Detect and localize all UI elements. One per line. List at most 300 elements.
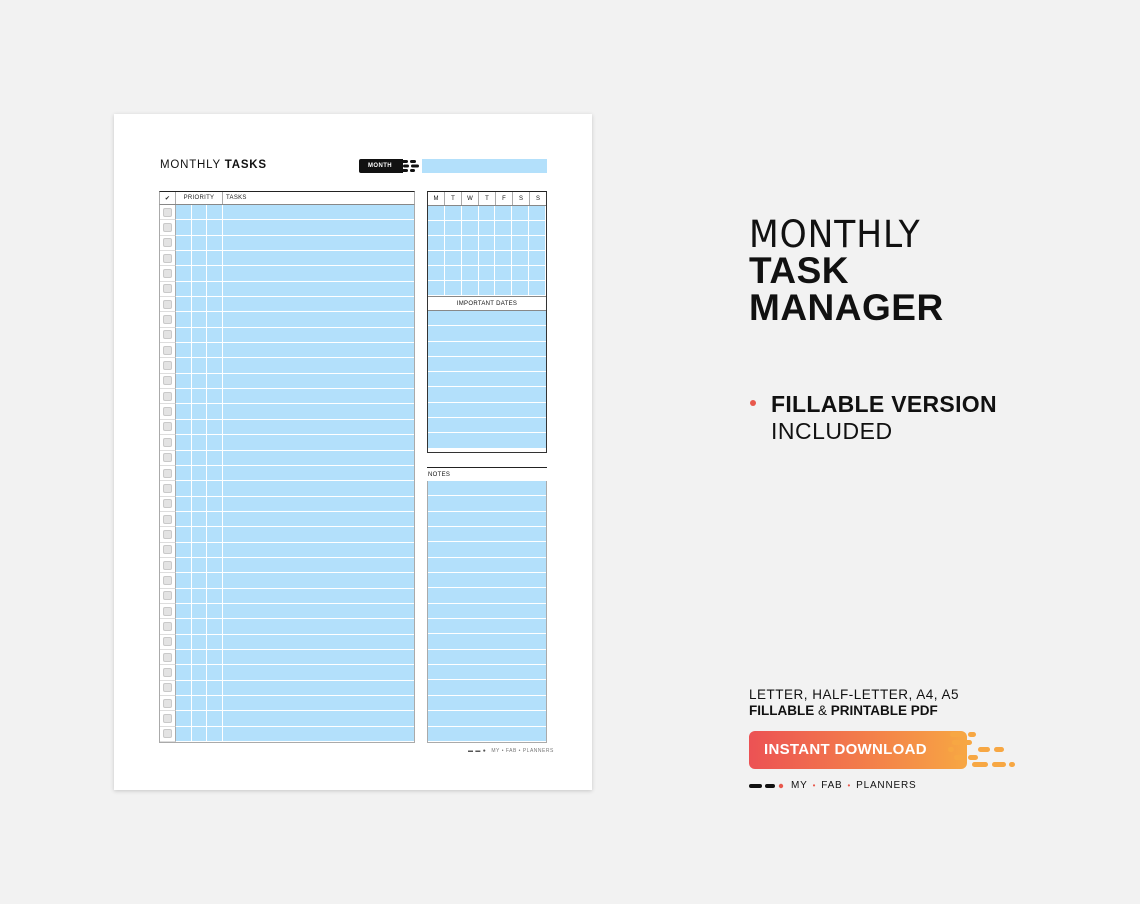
pdf-type-text [749, 703, 938, 718]
task-input-field[interactable] [223, 589, 414, 604]
task-checkbox[interactable] [160, 711, 176, 726]
task-checkbox[interactable] [160, 466, 176, 481]
task-input-field[interactable] [223, 220, 414, 235]
tasks-column-header: TASKS [226, 195, 247, 201]
priority-field[interactable] [207, 543, 223, 558]
important-date-line[interactable] [428, 387, 546, 402]
priority-field[interactable] [176, 282, 192, 297]
priority-field[interactable] [176, 404, 192, 419]
important-date-line[interactable] [428, 342, 546, 357]
task-input-field[interactable] [223, 358, 414, 373]
calendar-day-cell[interactable] [529, 266, 546, 281]
priority-field[interactable] [192, 358, 208, 373]
notes-line[interactable] [428, 481, 546, 496]
priority-field[interactable] [192, 497, 208, 512]
task-checkbox[interactable] [160, 266, 176, 281]
checkbox-icon [163, 422, 172, 431]
notes-line[interactable] [428, 634, 546, 649]
priority-field[interactable] [192, 435, 208, 450]
task-checkbox[interactable] [160, 650, 176, 665]
calendar-day-cell[interactable] [495, 221, 512, 236]
priority-field[interactable] [176, 681, 192, 696]
task-checkbox[interactable] [160, 543, 176, 558]
task-checkbox[interactable] [160, 328, 176, 343]
task-input-field[interactable] [223, 312, 414, 327]
notes-line[interactable] [428, 588, 546, 603]
priority-field[interactable] [207, 711, 223, 726]
task-checkbox[interactable] [160, 512, 176, 527]
priority-field[interactable] [176, 205, 192, 220]
task-checkbox[interactable] [160, 481, 176, 496]
task-input-field[interactable] [223, 543, 414, 558]
task-input-field[interactable] [223, 435, 414, 450]
notes-line[interactable] [428, 665, 546, 680]
priority-field[interactable] [192, 681, 208, 696]
priority-field[interactable] [176, 727, 192, 742]
priority-field[interactable] [176, 604, 192, 619]
priority-field[interactable] [176, 266, 192, 281]
checkbox-icon [163, 499, 172, 508]
checkbox-icon [163, 668, 172, 677]
task-input-field[interactable] [223, 619, 414, 634]
priority-field[interactable] [207, 466, 223, 481]
priority-field[interactable] [192, 205, 208, 220]
priority-field[interactable] [207, 328, 223, 343]
notes-section [427, 467, 547, 745]
task-input-field[interactable] [223, 466, 414, 481]
instant-download-button[interactable]: INSTANT DOWNLOAD [749, 731, 967, 769]
priority-field[interactable] [176, 558, 192, 573]
important-date-line[interactable] [428, 326, 546, 341]
task-input-field[interactable] [223, 451, 414, 466]
priority-field[interactable] [192, 266, 208, 281]
priority-field[interactable] [207, 297, 223, 312]
priority-field[interactable] [207, 451, 223, 466]
priority-field[interactable] [192, 251, 208, 266]
task-checkbox[interactable] [160, 604, 176, 619]
notes-line[interactable] [428, 573, 546, 588]
checkbox-icon [163, 453, 172, 462]
task-input-field[interactable] [223, 711, 414, 726]
bullet-bold-text: FILLABLE VERSION [771, 391, 997, 417]
important-date-line[interactable] [428, 418, 546, 433]
priority-field[interactable] [176, 420, 192, 435]
task-checkbox[interactable] [160, 589, 176, 604]
task-input-field[interactable] [223, 558, 414, 573]
brand-footer [749, 780, 916, 791]
priority-field[interactable] [192, 451, 208, 466]
calendar-day-cell[interactable] [479, 266, 496, 281]
task-checkbox[interactable] [160, 251, 176, 266]
priority-field[interactable] [192, 512, 208, 527]
priority-field[interactable] [207, 497, 223, 512]
calendar-day-cell[interactable] [428, 251, 445, 266]
calendar-day-cell[interactable] [428, 206, 445, 221]
priority-field[interactable] [207, 512, 223, 527]
task-checkbox[interactable] [160, 205, 176, 220]
priority-field[interactable] [176, 312, 192, 327]
task-checkbox[interactable] [160, 420, 176, 435]
task-row [160, 466, 414, 481]
calendar-day-cell[interactable] [495, 251, 512, 266]
calendar-day-cell[interactable] [495, 206, 512, 221]
task-input-field[interactable] [223, 328, 414, 343]
weekday-label: W [462, 192, 479, 205]
priority-field[interactable] [192, 635, 208, 650]
calendar-day-cell[interactable] [512, 251, 529, 266]
calendar-day-cell[interactable] [479, 221, 496, 236]
calendar-day-cell[interactable] [445, 221, 462, 236]
checkbox-icon [163, 361, 172, 370]
task-input-field[interactable] [223, 389, 414, 404]
checkbox-icon [163, 330, 172, 339]
checkbox-icon [163, 561, 172, 570]
important-date-line[interactable] [428, 372, 546, 387]
priority-field[interactable] [176, 635, 192, 650]
priority-field[interactable] [176, 497, 192, 512]
priority-field[interactable] [207, 558, 223, 573]
task-checkbox[interactable] [160, 297, 176, 312]
priority-field[interactable] [176, 389, 192, 404]
task-input-field[interactable] [223, 665, 414, 680]
priority-field[interactable] [207, 604, 223, 619]
notes-line[interactable] [428, 604, 546, 619]
task-input-field[interactable] [223, 481, 414, 496]
calendar-day-cell[interactable] [512, 266, 529, 281]
checkbox-icon [163, 376, 172, 385]
weekday-label: T [479, 192, 496, 205]
calendar-day-cell[interactable] [512, 281, 529, 296]
priority-field[interactable] [192, 527, 208, 542]
notes-line[interactable] [428, 696, 546, 711]
calendar-day-cell[interactable] [512, 236, 529, 251]
task-checkbox[interactable] [160, 435, 176, 450]
task-input-field[interactable] [223, 573, 414, 588]
priority-field[interactable] [207, 266, 223, 281]
priority-field[interactable] [176, 543, 192, 558]
task-input-field[interactable] [223, 404, 414, 419]
priority-field[interactable] [176, 236, 192, 251]
task-checkbox[interactable] [160, 527, 176, 542]
priority-field[interactable] [176, 512, 192, 527]
task-input-field[interactable] [223, 282, 414, 297]
priority-field[interactable] [192, 297, 208, 312]
calendar-day-cell[interactable] [512, 221, 529, 236]
task-input-field[interactable] [223, 297, 414, 312]
task-checkbox[interactable] [160, 681, 176, 696]
priority-field[interactable] [176, 665, 192, 680]
priority-field[interactable] [176, 358, 192, 373]
priority-field[interactable] [176, 466, 192, 481]
task-row [160, 589, 414, 604]
task-checkbox[interactable] [160, 727, 176, 742]
priority-field[interactable] [207, 205, 223, 220]
task-input-field[interactable] [223, 251, 414, 266]
calendar-day-cell[interactable] [479, 281, 496, 296]
priority-field[interactable] [207, 236, 223, 251]
task-row [160, 604, 414, 619]
priority-field[interactable] [207, 220, 223, 235]
task-row [160, 435, 414, 450]
important-date-line[interactable] [428, 403, 546, 418]
task-checkbox[interactable] [160, 635, 176, 650]
priority-field[interactable] [192, 589, 208, 604]
task-checkbox[interactable] [160, 404, 176, 419]
checkbox-icon [163, 699, 172, 708]
calendar-day-cell[interactable] [445, 236, 462, 251]
calendar-day-cell[interactable] [462, 221, 479, 236]
task-checkbox[interactable] [160, 573, 176, 588]
calendar-day-cell[interactable] [529, 206, 546, 221]
priority-field[interactable] [176, 481, 192, 496]
task-input-field[interactable] [223, 236, 414, 251]
priority-field[interactable] [192, 727, 208, 742]
priority-field[interactable] [176, 451, 192, 466]
task-checkbox[interactable] [160, 282, 176, 297]
priority-field[interactable] [192, 282, 208, 297]
calendar-day-cell[interactable] [445, 281, 462, 296]
calendar-day-cell[interactable] [445, 251, 462, 266]
priority-field[interactable] [176, 711, 192, 726]
calendar-day-cell[interactable] [529, 221, 546, 236]
priority-field[interactable] [192, 558, 208, 573]
pdf-fillable: FILLABLE [749, 703, 815, 718]
task-table [159, 191, 415, 743]
priority-field[interactable] [207, 358, 223, 373]
calendar-day-cell[interactable] [428, 266, 445, 281]
checkbox-icon [163, 607, 172, 616]
check-column-header: ✔ [160, 192, 176, 204]
task-rows [159, 205, 415, 743]
calendar-day-cell[interactable] [462, 206, 479, 221]
task-checkbox[interactable] [160, 312, 176, 327]
priority-field[interactable] [207, 650, 223, 665]
priority-field[interactable] [176, 527, 192, 542]
task-row [160, 420, 414, 435]
sheet-title-bold: TASKS [224, 159, 267, 171]
priority-field[interactable] [192, 236, 208, 251]
headline-line-2: TASK [749, 250, 849, 291]
priority-field[interactable] [176, 619, 192, 634]
priority-field[interactable] [176, 297, 192, 312]
priority-field[interactable] [192, 573, 208, 588]
task-row [160, 481, 414, 496]
calendar-day-cell[interactable] [479, 236, 496, 251]
priority-field[interactable] [176, 435, 192, 450]
priority-field[interactable] [176, 573, 192, 588]
notes-line[interactable] [428, 542, 546, 557]
brand-separator-dot-icon: • [812, 781, 817, 790]
checkbox-icon [163, 254, 172, 263]
priority-field[interactable] [207, 420, 223, 435]
task-checkbox[interactable] [160, 558, 176, 573]
priority-field[interactable] [192, 604, 208, 619]
notes-header: NOTES [427, 467, 547, 481]
task-input-field[interactable] [223, 374, 414, 389]
calendar-day-cell[interactable] [495, 236, 512, 251]
important-dates-lines [428, 311, 546, 449]
priority-field[interactable] [176, 696, 192, 711]
priority-field[interactable] [207, 312, 223, 327]
priority-field[interactable] [207, 404, 223, 419]
notes-line[interactable] [428, 558, 546, 573]
priority-field[interactable] [207, 481, 223, 496]
calendar-day-cell[interactable] [462, 251, 479, 266]
brand-separator-dot-icon: • [847, 781, 852, 790]
task-checkbox[interactable] [160, 619, 176, 634]
notes-line[interactable] [428, 680, 546, 695]
priority-field[interactable] [207, 435, 223, 450]
calendar-day-cell[interactable] [462, 236, 479, 251]
task-input-field[interactable] [223, 681, 414, 696]
notes-line[interactable] [428, 619, 546, 634]
priority-field[interactable] [207, 282, 223, 297]
calendar-day-cell[interactable] [529, 281, 546, 296]
month-dash-decoration [400, 159, 424, 173]
priority-field[interactable] [207, 696, 223, 711]
task-checkbox[interactable] [160, 389, 176, 404]
calendar-day-cell[interactable] [529, 251, 546, 266]
task-input-field[interactable] [223, 343, 414, 358]
checkbox-icon [163, 238, 172, 247]
calendar-day-cell[interactable] [479, 206, 496, 221]
task-checkbox[interactable] [160, 358, 176, 373]
priority-field[interactable] [192, 696, 208, 711]
task-input-field[interactable] [223, 497, 414, 512]
task-row [160, 328, 414, 343]
task-input-field[interactable] [223, 727, 414, 742]
priority-field[interactable] [176, 343, 192, 358]
priority-field[interactable] [207, 681, 223, 696]
checkbox-icon [163, 576, 172, 585]
priority-field[interactable] [207, 727, 223, 742]
task-input-field[interactable] [223, 512, 414, 527]
task-checkbox[interactable] [160, 220, 176, 235]
task-checkbox[interactable] [160, 665, 176, 680]
task-input-field[interactable] [223, 266, 414, 281]
checkbox-icon [163, 530, 172, 539]
calendar-day-cell[interactable] [428, 236, 445, 251]
calendar-day-cell[interactable] [495, 266, 512, 281]
calendar-day-cell[interactable] [428, 281, 445, 296]
task-input-field[interactable] [223, 635, 414, 650]
task-input-field[interactable] [223, 604, 414, 619]
notes-line[interactable] [428, 512, 546, 527]
priority-field[interactable] [192, 374, 208, 389]
priority-field[interactable] [192, 343, 208, 358]
task-input-field[interactable] [223, 527, 414, 542]
notes-line[interactable] [428, 727, 546, 742]
task-input-field[interactable] [223, 205, 414, 220]
checkbox-icon [163, 484, 172, 493]
calendar-day-cell[interactable] [529, 236, 546, 251]
important-date-line[interactable] [428, 311, 546, 326]
priority-field[interactable] [207, 343, 223, 358]
priority-field[interactable] [192, 711, 208, 726]
calendar-day-cell[interactable] [495, 281, 512, 296]
task-row [160, 374, 414, 389]
notes-line[interactable] [428, 496, 546, 511]
task-row [160, 727, 414, 742]
priority-field[interactable] [192, 619, 208, 634]
notes-line[interactable] [428, 711, 546, 726]
priority-field[interactable] [176, 589, 192, 604]
notes-line[interactable] [428, 650, 546, 665]
checkbox-icon [163, 545, 172, 554]
calendar-day-cell[interactable] [512, 206, 529, 221]
priority-field[interactable] [176, 650, 192, 665]
priority-field[interactable] [207, 589, 223, 604]
priority-field[interactable] [192, 650, 208, 665]
priority-field[interactable] [192, 466, 208, 481]
speed-dashes-icon [948, 729, 1018, 771]
task-checkbox[interactable] [160, 236, 176, 251]
calendar-day-cell[interactable] [479, 251, 496, 266]
month-input-field[interactable] [422, 159, 547, 173]
task-table-header [159, 191, 415, 205]
calendar-day-cell[interactable] [462, 281, 479, 296]
priority-field[interactable] [176, 220, 192, 235]
priority-field[interactable] [192, 389, 208, 404]
priority-field[interactable] [207, 635, 223, 650]
calendar-day-cell[interactable] [445, 206, 462, 221]
task-input-field[interactable] [223, 420, 414, 435]
priority-field[interactable] [192, 404, 208, 419]
headline-line-1: MONTHLY [749, 213, 921, 256]
calendar-day-cell[interactable] [428, 221, 445, 236]
checkbox-icon [163, 284, 172, 293]
priority-field[interactable] [192, 312, 208, 327]
important-date-line[interactable] [428, 357, 546, 372]
task-row [160, 711, 414, 726]
priority-field[interactable] [192, 665, 208, 680]
priority-field[interactable] [176, 251, 192, 266]
weekday-label: M [428, 192, 445, 205]
checkbox-icon [163, 438, 172, 447]
task-checkbox[interactable] [160, 696, 176, 711]
priority-field[interactable] [207, 573, 223, 588]
notes-line[interactable] [428, 527, 546, 542]
priority-field[interactable] [207, 374, 223, 389]
priority-column-header: PRIORITY [176, 192, 223, 204]
task-checkbox[interactable] [160, 374, 176, 389]
priority-field[interactable] [207, 251, 223, 266]
task-input-field[interactable] [223, 696, 414, 711]
calendar-day-cell[interactable] [462, 266, 479, 281]
important-date-line[interactable] [428, 433, 546, 448]
checkbox-icon [163, 392, 172, 401]
priority-field[interactable] [192, 481, 208, 496]
priority-field[interactable] [207, 619, 223, 634]
checkbox-icon [163, 622, 172, 631]
task-checkbox[interactable] [160, 451, 176, 466]
priority-field[interactable] [207, 665, 223, 680]
task-input-field[interactable] [223, 650, 414, 665]
task-checkbox[interactable] [160, 497, 176, 512]
priority-field[interactable] [192, 220, 208, 235]
checkbox-icon [163, 637, 172, 646]
priority-field[interactable] [192, 328, 208, 343]
priority-field[interactable] [176, 374, 192, 389]
priority-field[interactable] [207, 527, 223, 542]
priority-field[interactable] [192, 420, 208, 435]
calendar-day-cell[interactable] [445, 266, 462, 281]
important-dates-header: IMPORTANT DATES [428, 296, 546, 311]
task-checkbox[interactable] [160, 343, 176, 358]
priority-field[interactable] [207, 389, 223, 404]
priority-field[interactable] [176, 328, 192, 343]
priority-field[interactable] [192, 543, 208, 558]
